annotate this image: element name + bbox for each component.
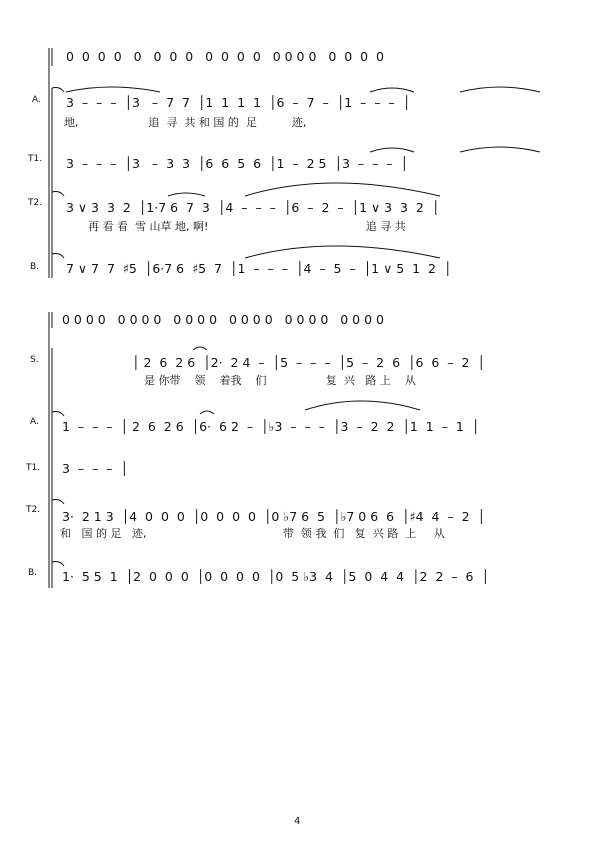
tacet-row: 0 0 0 0 0 0 0 0 0 0 0 0 0 0 0 0 0 0 0 0: [66, 49, 384, 64]
alto-notes: 1 – – – │ 2 6 2 6 │6· 6 2 – │♭3 – – – │3 – 2 2 │1 1 – 1 │: [62, 419, 480, 434]
tenor2-notes: 3· 2 1 3 │4 0 0 0 │0 0 0 0 │0 ♭7 6 5 │♭7 0 6 6 │♯4 4 – 2 │: [62, 509, 486, 524]
slur: [200, 411, 214, 414]
alto-notes: 3 – – – │3 – 7 7 │1 1 1 1 │6 – 7 – │1 – – – │: [66, 95, 411, 110]
bracket-hook: [52, 192, 64, 197]
slur: [370, 148, 414, 152]
part-label-tenor2: T2.: [28, 198, 43, 208]
slur: [245, 246, 440, 258]
bass-notes: 1· 5 5 1 │2 0 0 0 │0 0 0 0 │0 5 ♭3 4 │5 0 4 4 │2 2 – 6 │: [62, 569, 489, 584]
bracket-hook: [52, 254, 64, 259]
tenor2-notes: 3 ∨ 3 3 2 │1·7 6 7 3 │4 – – – │6 – 2 – │1 ∨ 3 3 2 │: [66, 200, 440, 215]
part-label-tenor1: T1.: [28, 154, 43, 164]
slur: [370, 88, 414, 92]
part-label-alto: A.: [32, 95, 41, 105]
slur: [193, 347, 207, 350]
soprano-notes: │ 2 6 2 6 │2· 2 4 – │5 – – – │5 – 2 6 │6 6 – 2 │: [132, 355, 485, 370]
part-label-tenor1: T1.: [26, 463, 41, 473]
slur: [168, 193, 205, 196]
part-label-bass: B.: [30, 262, 40, 272]
bass-notes: 7 ∨ 7 7 ♯5 │6·7 6 ♯5 7 │1 – – – │4 – 5 – │1 ∨ 5 1 2 │: [66, 261, 452, 276]
slur: [460, 87, 540, 92]
slur: [245, 183, 440, 196]
soprano-lyrics: 是 你带 领 着我 们 复 兴 路 上 从: [144, 374, 416, 387]
tenor1-notes: 3 – – – │: [62, 461, 129, 476]
tenor1-notes: 3 – – – │3 – 3 3 │6 6 5 6 │1 – 2 5 │3 – – – │: [66, 156, 408, 171]
alto-lyrics: 地, 追 寻 共 和 国 的 足 迹,: [64, 116, 307, 129]
part-label-soprano: S.: [30, 355, 39, 365]
part-label-alto: A.: [30, 417, 39, 427]
tacet-row: 0 0 0 0 0 0 0 0 0 0 0 0 0 0 0 0 0 0 0 0 0 0 0 0: [62, 312, 384, 327]
tenor2-lyrics: 和 国 的 足 迹, 带 领 我 们 复 兴 路 上 从: [60, 527, 445, 540]
slur: [66, 87, 160, 92]
tenor2-lyrics: 再 看 看 雪 山草 地, 啊! 追 寻 共: [88, 220, 406, 233]
page-number: 4: [294, 816, 301, 827]
part-label-tenor2: T2.: [26, 505, 41, 515]
slur: [460, 147, 540, 152]
bracket-hook: [52, 562, 64, 567]
part-label-bass: B.: [28, 568, 38, 578]
bracket-hook: [52, 500, 64, 505]
bracket-hook: [52, 412, 64, 417]
slur: [305, 401, 420, 410]
bracket-hook: [52, 88, 64, 93]
